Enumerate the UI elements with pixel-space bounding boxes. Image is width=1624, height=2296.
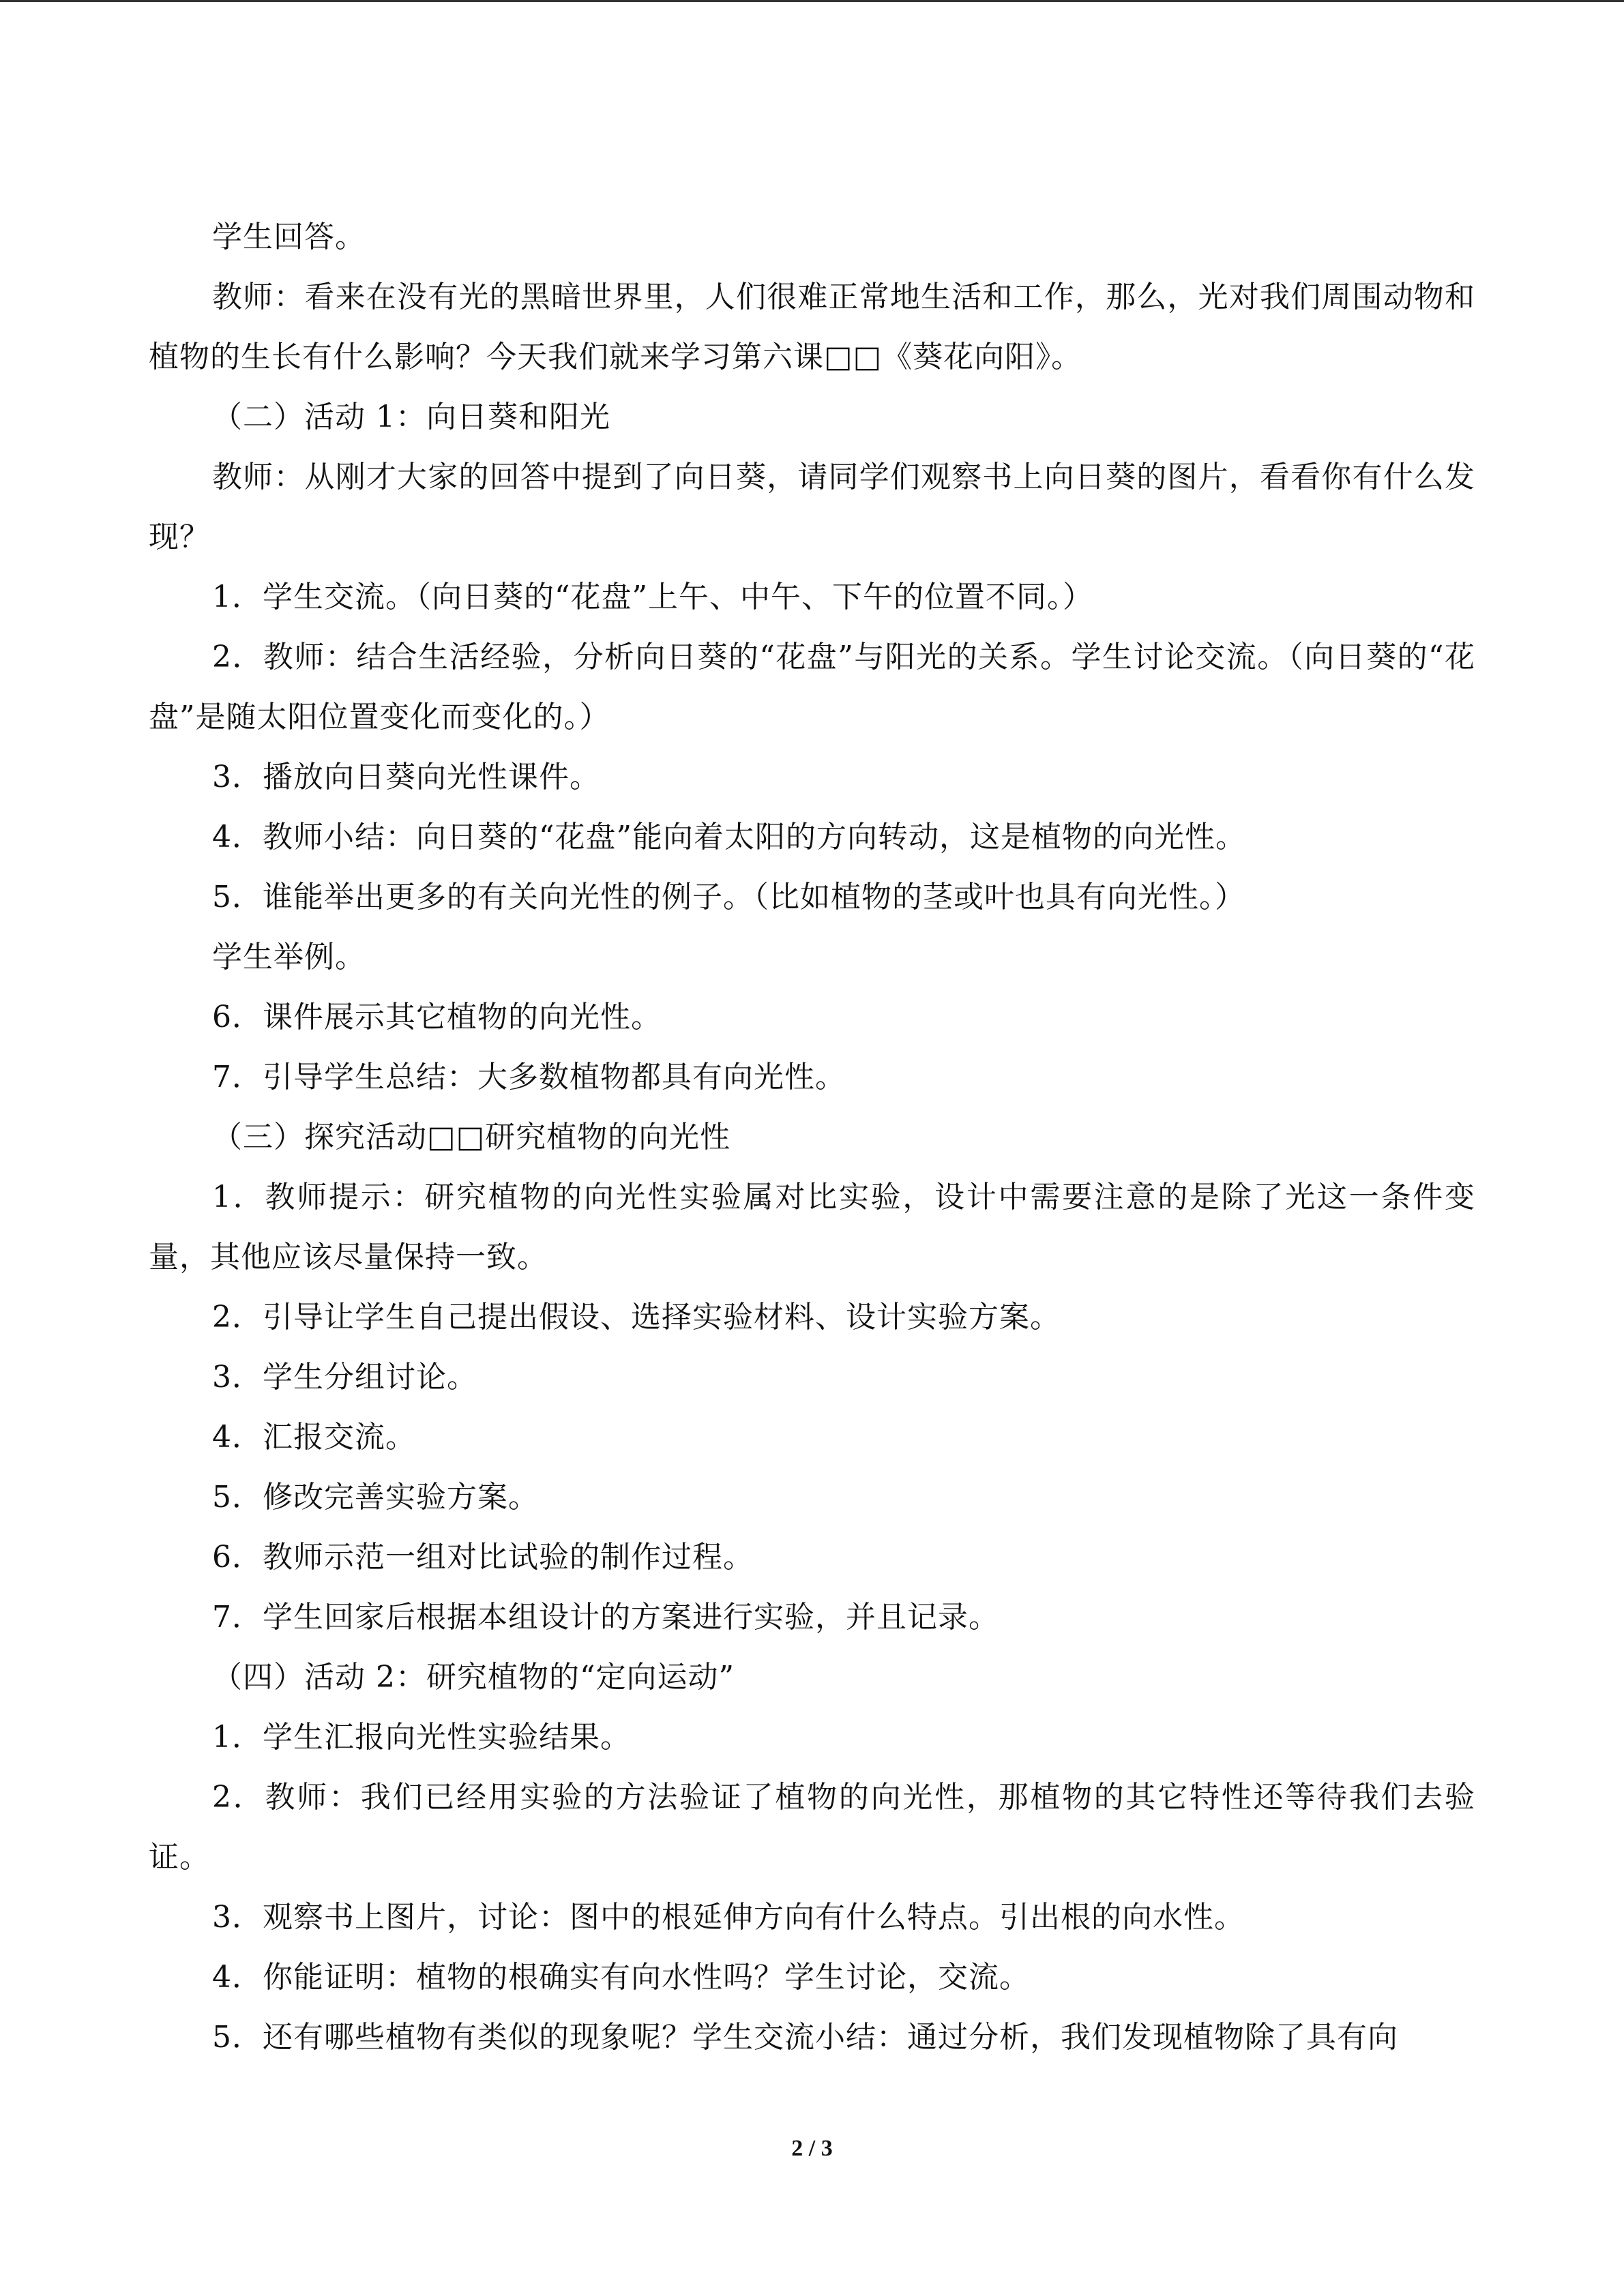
list-item: 3．播放向日葵向光性课件。 (212, 760, 600, 794)
list-item: 1．学生交流。（向日葵的“花盘”上午、中午、下午的位置不同。） (212, 580, 1093, 614)
list-item: 4．教师小结：向日葵的“花盘”能向着太阳的方向转动，这是植物的向光性。 (212, 820, 1246, 854)
list-item: 5．谁能举出更多的有关向光性的例子。（比如植物的茎或叶也具有向光性。） (212, 880, 1245, 914)
list-item: 3．观察书上图片，讨论：图中的根延伸方向有什么特点。引出根的向水性。 (212, 1900, 1245, 1935)
list-item: 1．教师提示：研究植物的向光性实验属对比实验，设计中需要注意的是除了光这一条件变量，其他应该尽量保持一致。 (149, 1180, 1475, 1274)
paragraph: 教师：从刚才大家的回答中提到了向日葵，请同学们观察书上向日葵的图片，看看你有什么发现？ (149, 460, 1475, 554)
document-body (149, 207, 1475, 2068)
list-item: 4．汇报交流。 (212, 1420, 416, 1455)
list-item: 7．学生回家后根据本组设计的方案进行实验，并且记录。 (212, 1600, 999, 1635)
list-item: 2．引导让学生自己提出假设、选择实验材料、设计实验方案。 (212, 1300, 1061, 1335)
page-number: 2 / 3 (791, 2136, 833, 2161)
list-item: 6．课件展示其它植物的向光性。 (212, 1000, 662, 1034)
section-heading: （三）探究活动□□研究植物的向光性 (212, 1120, 731, 1154)
list-item: 2．教师：我们已经用实验的方法验证了植物的向光性，那植物的其它特性还等待我们去验证。 (149, 1780, 1475, 1875)
list-item: 5．修改完善实验方案。 (212, 1480, 539, 1515)
paragraph: 学生回答。 (212, 220, 366, 254)
section-heading: （二）活动 1：向日葵和阳光 (212, 400, 610, 434)
list-item: 7．引导学生总结：大多数植物都具有向光性。 (212, 1060, 846, 1094)
list-item: 1．学生汇报向光性实验结果。 (212, 1720, 631, 1755)
paragraph: 学生举例。 (212, 940, 366, 974)
list-item: 2．教师：结合生活经验，分析向日葵的“花盘”与阳光的关系。学生讨论交流。（向日葵的“花盘”是随太阳位置变化而变化的。） (149, 640, 1475, 734)
paragraph: 教师：看来在没有光的黑暗世界里，人们很难正常地生活和工作，那么，光对我们周围动物和植物的生长有什么影响？今天我们就来学习第六课□□《葵花向阳》。 (149, 280, 1475, 374)
list-item: 6．教师示范一组对比试验的制作过程。 (212, 1540, 754, 1575)
list-item: 5．还有哪些植物有类似的现象呢？学生交流小结：通过分析，我们发现植物除了具有向 (212, 2020, 1398, 2055)
top-border-line (0, 0, 1624, 2)
section-heading: （四）活动 2：研究植物的“定向运动” (212, 1660, 735, 1695)
list-item: 3．学生分组讨论。 (212, 1360, 477, 1395)
list-item: 4．你能证明：植物的根确实有向水性吗？学生讨论，交流。 (212, 1960, 1030, 1995)
